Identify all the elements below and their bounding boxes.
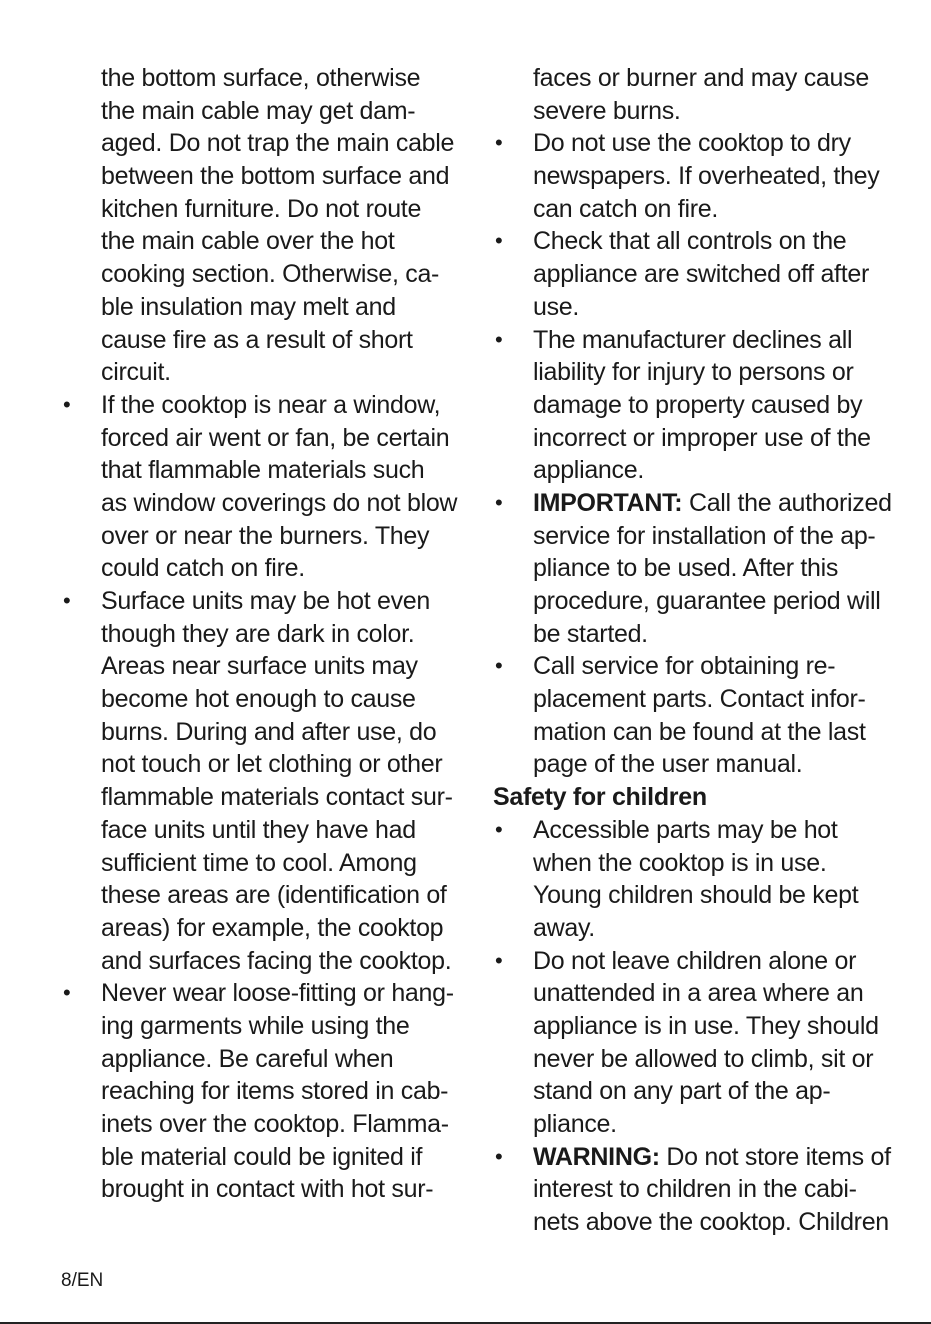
text-line: appliance is in use. They should <box>533 1011 879 1040</box>
text-line: cooking section. Otherwise, ca- <box>101 260 440 289</box>
text-line: these areas are (identification of <box>101 881 447 910</box>
text-line: Never wear loose-fitting or hang- <box>101 979 454 1008</box>
section-heading: Safety for children <box>493 783 707 812</box>
text-line: severe burns. <box>533 96 681 125</box>
text-line: use. <box>533 292 580 321</box>
text-line: reaching for items stored in cab- <box>101 1077 449 1106</box>
text-line: placement parts. Contact infor- <box>533 685 866 714</box>
text-line: Surface units may be hot even <box>101 587 430 615</box>
text-line: Call service for obtaining re- <box>533 652 836 681</box>
paragraph-continuation <box>101 62 481 389</box>
page-number: 8/EN <box>61 1270 104 1291</box>
text-line: damage to property caused by <box>533 390 863 419</box>
bullet-dot-icon: • <box>495 130 503 156</box>
text-line: could catch on fire. <box>101 554 305 583</box>
text-line: over or near the burners. They <box>101 521 430 550</box>
text-line: ble insulation may melt and <box>101 292 396 321</box>
text-line: away. <box>533 913 595 942</box>
text-line: appliance are switched off after <box>533 260 869 289</box>
bullet-dot-icon: • <box>495 947 503 973</box>
text-line: Do not use the cooktop to dry <box>533 129 851 158</box>
text-line: become hot enough to cause <box>101 685 416 714</box>
bullet-item <box>495 650 913 781</box>
text-run: Do not store items of <box>659 1142 891 1171</box>
text-line: mation can be found at the last <box>533 717 866 746</box>
text-line: areas) for example, the cooktop <box>101 913 444 942</box>
emphasis-label: IMPORTANT: <box>533 488 683 517</box>
text-line: Young children should be kept <box>533 881 859 910</box>
bullet-dot-icon: • <box>495 1143 503 1169</box>
text-line: If the cooktop is near a window, <box>101 390 441 419</box>
text-line: brought in contact with hot sur- <box>101 1175 434 1204</box>
text-line: liability for injury to persons or <box>533 358 854 387</box>
text-line: the bottom surface, otherwise <box>101 64 421 92</box>
text-line: as window coverings do not blow <box>101 488 458 517</box>
text-line: incorrect or improper use of the <box>533 423 871 452</box>
text-line: unattended in a area where an <box>533 979 864 1008</box>
text-line: interest to children in the cabi- <box>533 1175 857 1204</box>
bullet-item <box>63 585 481 977</box>
text-line: The manufacturer declines all <box>533 325 853 354</box>
bullet-dot-icon: • <box>63 980 71 1006</box>
text-line: ble material could be ignited if <box>101 1142 423 1171</box>
text-line: though they are dark in color. <box>101 619 415 648</box>
bullet-item <box>495 324 913 487</box>
bullet-dot-icon: • <box>495 228 503 254</box>
emphasis-label: WARNING: <box>533 1142 660 1171</box>
text-line: flammable materials contact sur- <box>101 783 453 812</box>
bullet-item <box>495 127 913 225</box>
text-line: can catch on fire. <box>533 194 718 223</box>
text-line: pliance. <box>533 1110 617 1138</box>
text-line: not touch or let clothing or other <box>101 750 443 779</box>
text-line: burns. During and after use, do <box>101 717 437 746</box>
text-line: page of the user manual. <box>533 750 803 779</box>
text-line <box>533 1141 913 1174</box>
text-line: pliance to be used. After this <box>533 554 839 583</box>
text-line: procedure, guarantee period will <box>533 587 881 615</box>
text-line: ing garments while using the <box>101 1011 410 1040</box>
bullet-dot-icon: • <box>495 816 503 842</box>
text-line: circuit. <box>101 358 171 387</box>
bullet-item <box>495 814 913 945</box>
text-line: that flammable materials such <box>101 456 425 485</box>
text-line: kitchen furniture. Do not route <box>101 194 422 223</box>
text-run: Call the authorized <box>682 488 892 517</box>
text-line: the main cable over the hot <box>101 227 395 256</box>
text-line: Areas near surface units may <box>101 652 418 681</box>
text-line: Accessible parts may be hot <box>533 815 838 844</box>
text-line: faces or burner and may cause <box>533 64 869 92</box>
text-line: inets over the cooktop. Flamma- <box>101 1110 449 1138</box>
text-line: nets above the cooktop. Children <box>533 1208 889 1237</box>
bullet-item <box>495 487 913 650</box>
bullet-dot-icon: • <box>63 588 71 613</box>
bullet-item <box>63 389 481 585</box>
text-line: forced air went or fan, be certain <box>101 423 450 452</box>
right-column <box>493 62 913 1239</box>
text-line: be started. <box>533 619 648 648</box>
bullet-dot-icon: • <box>63 391 71 417</box>
bullet-item <box>63 977 481 1206</box>
text-line: appliance. Be careful when <box>101 1044 394 1073</box>
bullet-item <box>495 945 913 1141</box>
text-line: the main cable may get dam- <box>101 96 416 125</box>
bullet-dot-icon: • <box>495 326 503 352</box>
text-line: between the bottom surface and <box>101 162 450 191</box>
text-line: and surfaces facing the cooktop. <box>101 946 452 975</box>
bullet-dot-icon: • <box>495 653 503 679</box>
text-line: sufficient time to cool. Among <box>101 848 417 877</box>
text-line: stand on any part of the ap- <box>533 1077 831 1106</box>
text-line: service for installation of the ap- <box>533 521 876 550</box>
bullet-dot-icon: • <box>495 489 503 515</box>
text-line: Check that all controls on the <box>533 227 847 256</box>
text-line: Do not leave children alone or <box>533 946 857 975</box>
bullet-item <box>495 225 913 323</box>
text-line: cause fire as a result of short <box>101 325 413 354</box>
text-line: never be allowed to climb, sit or <box>533 1044 874 1073</box>
text-line: appliance. <box>533 456 644 485</box>
bullet-item <box>495 1141 913 1239</box>
text-line: face units until they have had <box>101 815 416 844</box>
text-line <box>533 487 913 520</box>
paragraph-continuation <box>533 62 913 127</box>
text-line: aged. Do not trap the main cable <box>101 129 455 158</box>
text-line: when the cooktop is in use. <box>533 848 827 877</box>
left-column <box>63 62 481 1206</box>
text-line: newspapers. If overheated, they <box>533 162 880 191</box>
